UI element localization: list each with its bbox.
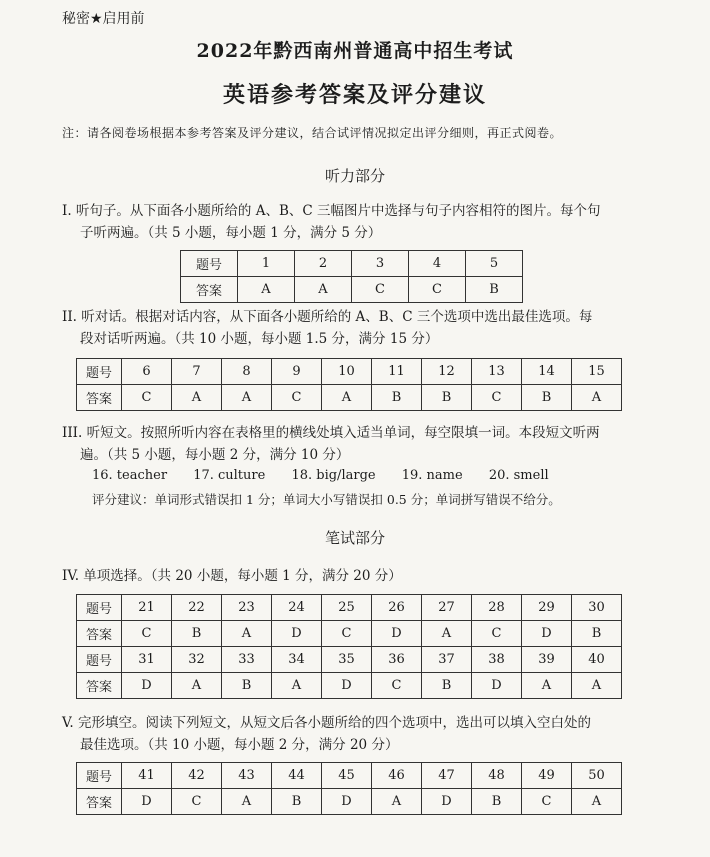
- answer-cell: B: [422, 673, 472, 699]
- part4-answer-table: [76, 594, 622, 699]
- question-number: 41: [122, 763, 172, 789]
- part5-answer-table: [76, 762, 622, 815]
- row-label: 题号: [77, 595, 122, 621]
- question-number: 25: [322, 595, 372, 621]
- answer-cell: A: [522, 673, 572, 699]
- part2-line2: 段对话听两遍。（共 10 小题，每小题 1.5 分，满分 15 分）: [80, 331, 439, 347]
- answer-cell: D: [322, 789, 372, 815]
- part1-line1: I. 听句子。从下面各小题所给的 A、B、C 三幅图片中选择与句子内容相符的图片。每个句: [62, 203, 601, 219]
- answer-cell: C: [472, 621, 522, 647]
- question-number: 44: [272, 763, 322, 789]
- row-label: 题号: [77, 647, 122, 673]
- row-label: 答案: [77, 621, 122, 647]
- grading-note: 注：请各阅卷场根据本参考答案及评分建议，结合试评情况拟定出评分细则，再正式阅卷。: [62, 126, 563, 140]
- answer-word: 20. smell: [488, 468, 549, 483]
- question-number: 31: [122, 647, 172, 673]
- question-number: 47: [422, 763, 472, 789]
- answer-cell: B: [472, 789, 522, 815]
- answer-cell: A: [372, 789, 422, 815]
- table-row: [181, 251, 523, 277]
- question-number: 8: [222, 359, 272, 385]
- question-number: 29: [522, 595, 572, 621]
- table-row: [77, 673, 622, 699]
- question-number: 13: [472, 359, 522, 385]
- answer-word: 17. culture: [193, 468, 266, 483]
- answer-cell: B: [372, 385, 422, 411]
- question-number: 1: [238, 251, 295, 277]
- part5-instructions: [62, 712, 652, 756]
- question-number: 35: [322, 647, 372, 673]
- answer-cell: D: [272, 621, 322, 647]
- part2-instructions: [62, 306, 652, 350]
- answer-cell: A: [238, 277, 295, 303]
- answer-cell: C: [122, 385, 172, 411]
- answer-cell: D: [122, 673, 172, 699]
- answer-cell: C: [372, 673, 422, 699]
- row-label: 答案: [77, 789, 122, 815]
- answer-cell: D: [122, 789, 172, 815]
- answer-word: 19. name: [401, 468, 463, 483]
- answer-cell: B: [272, 789, 322, 815]
- row-label: 题号: [77, 359, 122, 385]
- answer-cell: D: [322, 673, 372, 699]
- row-label: 答案: [77, 385, 122, 411]
- question-number: 48: [472, 763, 522, 789]
- part3-line2: 遍。（共 5 小题，每小题 2 分，满分 10 分）: [80, 447, 350, 463]
- part3-instructions: [62, 422, 652, 466]
- question-number: 50: [572, 763, 622, 789]
- answer-cell: D: [422, 789, 472, 815]
- part1-answer-table: [180, 250, 523, 303]
- answer-cell: B: [222, 673, 272, 699]
- table-row: [77, 359, 622, 385]
- question-number: 9: [272, 359, 322, 385]
- question-number: 5: [466, 251, 523, 277]
- question-number: 24: [272, 595, 322, 621]
- answer-cell: A: [572, 789, 622, 815]
- answer-cell: A: [172, 385, 222, 411]
- question-number: 22: [172, 595, 222, 621]
- answer-cell: C: [272, 385, 322, 411]
- answer-cell: C: [352, 277, 409, 303]
- part3-scoring-advice: 评分建议：单词形式错误扣 1 分；单词大小写错误扣 0.5 分；单词拼写错误不给分。: [92, 492, 561, 507]
- question-number: 39: [522, 647, 572, 673]
- part5-line2: 最佳选项。（共 10 小题，每小题 2 分，满分 20 分）: [80, 737, 399, 753]
- question-number: 42: [172, 763, 222, 789]
- question-number: 32: [172, 647, 222, 673]
- answer-cell: A: [295, 277, 352, 303]
- answer-cell: D: [472, 673, 522, 699]
- question-number: 15: [572, 359, 622, 385]
- question-number: 23: [222, 595, 272, 621]
- question-number: 26: [372, 595, 422, 621]
- answer-cell: B: [172, 621, 222, 647]
- answer-cell: D: [522, 621, 572, 647]
- question-number: 37: [422, 647, 472, 673]
- answer-cell: C: [472, 385, 522, 411]
- table-row: [77, 385, 622, 411]
- part2-line1: II. 听对话。根据对话内容，从下面各小题所给的 A、B、C 三个选项中选出最佳选项。每: [62, 309, 593, 325]
- answer-word: 18. big/large: [291, 468, 376, 483]
- question-number: 36: [372, 647, 422, 673]
- answer-cell: C: [122, 621, 172, 647]
- table-row: [181, 277, 523, 303]
- table-row: [77, 789, 622, 815]
- document-title: 英语参考答案及评分建议: [222, 82, 487, 108]
- part4-instructions: IV. 单项选择。（共 20 小题，每小题 1 分，满分 20 分）: [62, 568, 402, 584]
- part2-answer-table: [76, 358, 622, 411]
- question-number: 45: [322, 763, 372, 789]
- question-number: 12: [422, 359, 472, 385]
- question-number: 30: [572, 595, 622, 621]
- answer-cell: A: [222, 621, 272, 647]
- row-label: 题号: [77, 763, 122, 789]
- question-number: 38: [472, 647, 522, 673]
- part1-line2: 子听两遍。（共 5 小题，每小题 1 分，满分 5 分）: [80, 225, 382, 241]
- question-number: 4: [409, 251, 466, 277]
- row-label: 题号: [181, 251, 238, 277]
- table-row: [77, 763, 622, 789]
- answer-cell: B: [422, 385, 472, 411]
- question-number: 6: [122, 359, 172, 385]
- question-number: 14: [522, 359, 572, 385]
- answer-cell: C: [172, 789, 222, 815]
- answer-cell: A: [422, 621, 472, 647]
- part1-instructions: [62, 200, 652, 244]
- writing-heading: 笔试部分: [324, 529, 385, 547]
- answer-cell: C: [322, 621, 372, 647]
- answer-cell: B: [466, 277, 523, 303]
- answer-cell: C: [409, 277, 466, 303]
- answer-cell: B: [522, 385, 572, 411]
- answer-word: 16. teacher: [92, 468, 168, 483]
- question-number: 2: [295, 251, 352, 277]
- answer-cell: A: [572, 673, 622, 699]
- answer-cell: A: [572, 385, 622, 411]
- row-label: 答案: [77, 673, 122, 699]
- question-number: 33: [222, 647, 272, 673]
- question-number: 27: [422, 595, 472, 621]
- table-row: [77, 621, 622, 647]
- part5-line1: V. 完形填空。阅读下列短文，从短文后各小题所给的四个选项中，选出可以填入空白处的: [62, 715, 591, 731]
- answer-cell: A: [272, 673, 322, 699]
- row-label: 答案: [181, 277, 238, 303]
- question-number: 3: [352, 251, 409, 277]
- answer-cell: A: [222, 385, 272, 411]
- question-number: 7: [172, 359, 222, 385]
- question-number: 21: [122, 595, 172, 621]
- answer-cell: A: [322, 385, 372, 411]
- question-number: 11: [372, 359, 422, 385]
- question-number: 49: [522, 763, 572, 789]
- listening-heading: 听力部分: [324, 167, 385, 185]
- answer-cell: A: [222, 789, 272, 815]
- question-number: 40: [572, 647, 622, 673]
- question-number: 34: [272, 647, 322, 673]
- question-number: 43: [222, 763, 272, 789]
- answer-cell: B: [572, 621, 622, 647]
- answer-cell: A: [172, 673, 222, 699]
- question-number: 46: [372, 763, 422, 789]
- answer-cell: D: [372, 621, 422, 647]
- confidential-label: 秘密★启用前: [62, 11, 145, 27]
- question-number: 10: [322, 359, 372, 385]
- part3-answer-words: [92, 468, 571, 483]
- table-row: [77, 647, 622, 673]
- answer-cell: C: [522, 789, 572, 815]
- table-row: [77, 595, 622, 621]
- part3-line1: III. 听短文。按照所听内容在表格里的横线处填入适当单词，每空限填一词。本段短文听两: [62, 425, 600, 441]
- question-number: 28: [472, 595, 522, 621]
- exam-title: 2022年黔西南州普通高中招生考试: [196, 40, 514, 62]
